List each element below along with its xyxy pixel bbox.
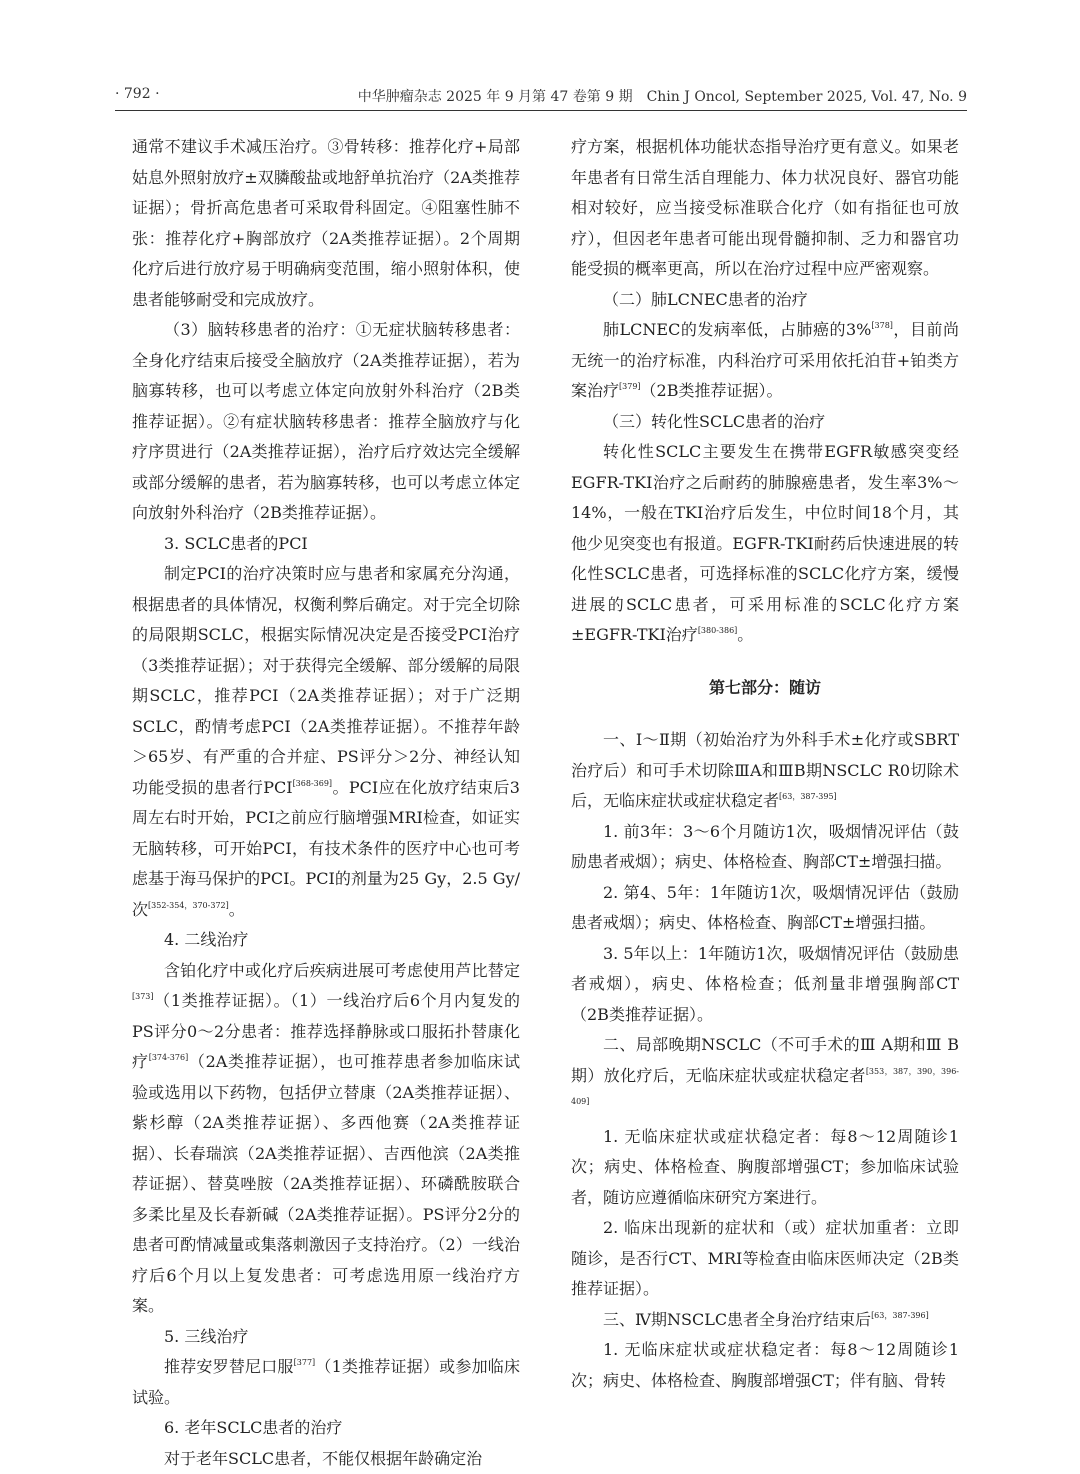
subheading: 6. 老年SCLC患者的治疗: [132, 1413, 520, 1444]
paragraph: 疗方案，根据机体功能状态指导治疗更有意义。如果老年患者有日常生活自理能力、体力状况良好、器官功能相对较好，应当接受标准联合化疗（如有指征也可放疗），但因老年患者可能出现骨髓抑制、乏力和器官功能受损的概率更高，所以在治疗过程中应严密观察。: [571, 132, 959, 285]
citation: [377]: [294, 1358, 316, 1367]
page-number: · 792 ·: [115, 86, 160, 102]
paragraph: 通常不建议手术减压治疗。③骨转移：推荐化疗+局部姑息外照射放疗±双膦酸盐或地舒单抗治疗（2A类推荐证据）；骨折高危患者可采取骨科固定。④阻塞性肺不张：推荐化疗+胸部放疗（2A类推荐证据）。2个周期化疗后进行放疗易于明确病变范围，缩小照射体积，使患者能够耐受和完成放疗。: [132, 132, 520, 315]
citation: [378]: [871, 321, 893, 330]
subheading: 5. 三线治疗: [132, 1322, 520, 1353]
citation: [379]: [619, 382, 641, 391]
paragraph: 转化性SCLC主要发生在携带EGFR敏感突变经EGFR-TKI治疗之后耐药的肺腺癌患者，发生率3%～14%，一般在TKI治疗后发生，中位时间18个月，其他少见突变也有报道。EGFR-TKI耐药后快速进展的转化性SCLC患者，可选择标准的SCLC化疗方案，缓慢进展的SCLC患者，可采用标准的SCLC化疗方案±EGFR-TKI治疗[380-386]。: [571, 437, 959, 651]
subheading: （三）转化性SCLC患者的治疗: [571, 407, 959, 438]
paragraph: 2. 第4、5年：1年随访1次，吸烟情况评估（鼓励患者戒烟）；病史、体格检查、胸部CT±增强扫描。: [571, 878, 959, 939]
left-column: [132, 132, 520, 1474]
citation: [374-376]: [149, 1053, 188, 1062]
citation: [373]: [132, 992, 154, 1001]
paragraph: 肺LCNEC的发病率低，占肺癌的3%[378]，目前尚无统一的治疗标准，内科治疗可采用依托泊苷+铂类方案治疗[379]（2B类推荐证据）。: [571, 315, 959, 407]
subheading: （二）肺LCNEC患者的治疗: [571, 285, 959, 316]
subheading: 4. 二线治疗: [132, 925, 520, 956]
citation: [380-386]: [698, 626, 737, 635]
paragraph: 1. 无临床症状或症状稳定者：每8～12周随诊1次；病史、体格检查、胸腹部增强CT；伴有脑、骨转: [571, 1335, 959, 1396]
paragraph: 1. 前3年：3～6个月随访1次，吸烟情况评估（鼓励患者戒烟）；病史、体格检查、胸部CT±增强扫描。: [571, 817, 959, 878]
citation: [63，387-395]: [779, 792, 837, 801]
right-column: [571, 132, 959, 1396]
paragraph: 三、Ⅳ期NSCLC患者全身治疗结束后[63，387-396]: [571, 1305, 959, 1336]
paragraph: 2. 临床出现新的症状和（或）症状加重者：立即随诊，是否行CT、MRI等检查由临床医师决定（2B类推荐证据）。: [571, 1213, 959, 1305]
paragraph: 3. 5年以上：1年随访1次，吸烟情况评估（鼓励患者戒烟），病史、体格检查；低剂量非增强胸部CT（2B类推荐证据）。: [571, 939, 959, 1031]
paragraph: 二、局部晚期NSCLC（不可手术的Ⅲ A期和Ⅲ B期）放化疗后，无临床症状或症状稳定者[353，387，390，396-409]: [571, 1030, 959, 1122]
paragraph: （3）脑转移患者的治疗：①无症状脑转移患者：全身化疗结束后接受全脑放疗（2A类推荐证据），若为脑寡转移，也可以考虑立体定向放射外科治疗（2B类推荐证据）。②有症状脑转移患者：推荐全脑放疗与化疗序贯进行（2A类推荐证据），治疗后疗效达完全缓解或部分缓解的患者，若为脑寡转移，也可以考虑立体定向放射外科治疗（2B类推荐证据）。: [132, 315, 520, 529]
running-header: [115, 82, 967, 111]
paragraph: 推荐安罗替尼口服[377]（1类推荐证据）或参加临床试验。: [132, 1352, 520, 1413]
citation: [63，387-396]: [871, 1311, 929, 1320]
paragraph: 一、Ⅰ～Ⅱ期（初始治疗为外科手术±化疗或SBRT治疗后）和可手术切除ⅢA和ⅢB期NSCLC R0切除术后，无临床症状或症状稳定者[63，387-395]: [571, 725, 959, 817]
paragraph: 对于老年SCLC患者，不能仅根据年龄确定治: [132, 1444, 520, 1474]
paragraph: 含铂化疗中或化疗后疾病进展可考虑使用芦比替定[373]（1类推荐证据）。（1）一线治疗后6个月内复发的PS评分0～2分患者：推荐选择静脉或口服拓扑替康化疗[374-376]（2A类推荐证据），也可推荐患者参加临床试验或选用以下药物，包括伊立替康（2A类推荐证据）、紫杉醇（2A类推荐证据）、多西他赛（2A类推荐证据）、长春瑞滨（2A类推荐证据）、吉西他滨（2A类推荐证据）、替莫唑胺（2A类推荐证据）、环磷酰胺联合多柔比星及长春新碱（2A类推荐证据）。PS评分2分的患者可酌情减量或集落刺激因子支持治疗。（2）一线治疗后6个月以上复发患者：可考虑选用原一线治疗方案。: [132, 956, 520, 1322]
paragraph: 1. 无临床症状或症状稳定者：每8～12周随诊1次；病史、体格检查、胸腹部增强CT；参加临床试验者，随访应遵循临床研究方案进行。: [571, 1122, 959, 1214]
citation: [353，387，390，396-409]: [571, 1067, 959, 1107]
paragraph: 制定PCI的治疗决策时应与患者和家属充分沟通，根据患者的具体情况，权衡利弊后确定。对于完全切除的局限期SCLC，根据实际情况决定是否接受PCI治疗（3类推荐证据）；对于获得完全缓解、部分缓解的局限期SCLC，推荐PCI（2A类推荐证据）；对于广泛期SCLC，酌情考虑PCI（2A类推荐证据）。不推荐年龄＞65岁、有严重的合并症、PS评分＞2分、神经认知功能受损的患者行PCI[368-369]。PCI应在化放疗结束后3周左右时开始，PCI之前应行脑增强MRI检查，如证实无脑转移，可开始PCI，有技术条件的医疗中心也可考虑基于海马保护的PCI。PCI的剂量为25 Gy，2.5 Gy/次[352-354，370-372]。: [132, 559, 520, 925]
subheading: 3. SCLC患者的PCI: [132, 529, 520, 560]
citation: [352-354，370-372]: [148, 901, 229, 910]
section-title: 第七部分：随访: [571, 673, 959, 704]
citation: [368-369]: [293, 779, 332, 788]
journal-citation: 中华肿瘤杂志 2025 年 9 月第 47 卷第 9 期 Chin J Oncol, September 2025, Vol. 47, No. 9: [358, 86, 967, 106]
